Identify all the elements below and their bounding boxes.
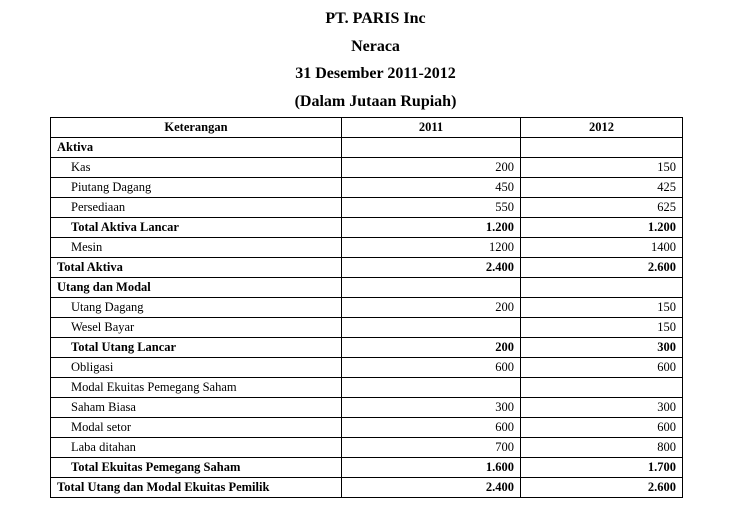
row-label: Total Utang dan Modal Ekuitas Pemilik: [51, 478, 342, 498]
value-2012: 600: [521, 418, 683, 438]
value-2011: 200: [342, 338, 521, 358]
table-header-row: [51, 118, 683, 138]
row-label: Total Ekuitas Pemegang Saham: [51, 458, 342, 478]
value-2012: 1.200: [521, 218, 683, 238]
value-2012: 600: [521, 358, 683, 378]
table-row: [51, 178, 683, 198]
column-header-keterangan: Keterangan: [51, 118, 342, 138]
table-row: [51, 438, 683, 458]
row-label: Utang Dagang: [51, 298, 342, 318]
table-row: [51, 418, 683, 438]
table-row: [51, 398, 683, 418]
row-label: Total Aktiva: [51, 258, 342, 278]
value-2011: 300: [342, 398, 521, 418]
row-label: Laba ditahan: [51, 438, 342, 458]
report-title: Neraca: [351, 37, 400, 55]
value-2011: 700: [342, 438, 521, 458]
table-row: [51, 298, 683, 318]
row-label: Persediaan: [51, 198, 342, 218]
value-2011: 200: [342, 158, 521, 178]
table-row: [51, 278, 683, 298]
value-2012: 300: [521, 338, 683, 358]
value-2011: 2.400: [342, 478, 521, 498]
table-row: [51, 198, 683, 218]
row-label: Total Aktiva Lancar: [51, 218, 342, 238]
table-row: [51, 458, 683, 478]
value-2012: 800: [521, 438, 683, 458]
row-label: Total Utang Lancar: [51, 338, 342, 358]
value-2012: 625: [521, 198, 683, 218]
table-row: [51, 338, 683, 358]
value-2011: [342, 278, 521, 298]
row-label: Mesin: [51, 238, 342, 258]
row-label: Wesel Bayar: [51, 318, 342, 338]
value-2011: 1.200: [342, 218, 521, 238]
value-2012: 150: [521, 318, 683, 338]
row-label: Obligasi: [51, 358, 342, 378]
row-label: Modal Ekuitas Pemegang Saham: [51, 378, 342, 398]
value-2011: 600: [342, 418, 521, 438]
table-row: [51, 158, 683, 178]
balance-sheet-table: [50, 117, 683, 498]
value-2012: 150: [521, 158, 683, 178]
value-2012: 1.700: [521, 458, 683, 478]
table-row: [51, 218, 683, 238]
value-2011: 1200: [342, 238, 521, 258]
row-label: Saham Biasa: [51, 398, 342, 418]
table-row: [51, 138, 683, 158]
value-2012: [521, 138, 683, 158]
value-2012: 2.600: [521, 258, 683, 278]
value-2012: [521, 278, 683, 298]
row-label: Piutang Dagang: [51, 178, 342, 198]
value-2011: 2.400: [342, 258, 521, 278]
row-label: Kas: [51, 158, 342, 178]
value-2012: 150: [521, 298, 683, 318]
value-2011: [342, 378, 521, 398]
table-body: [51, 138, 683, 498]
value-2012: 2.600: [521, 478, 683, 498]
value-2012: [521, 378, 683, 398]
value-2011: [342, 138, 521, 158]
report-header: [0, 5, 751, 115]
table-row: [51, 478, 683, 498]
value-2011: [342, 318, 521, 338]
table-row: [51, 258, 683, 278]
row-label: Utang dan Modal: [51, 278, 342, 298]
table-row: [51, 238, 683, 258]
table-row: [51, 358, 683, 378]
table-row: [51, 378, 683, 398]
value-2011: 600: [342, 358, 521, 378]
row-label: Modal setor: [51, 418, 342, 438]
value-2011: 200: [342, 298, 521, 318]
row-label: Aktiva: [51, 138, 342, 158]
value-2011: 450: [342, 178, 521, 198]
company-name: PT. PARIS Inc: [325, 10, 426, 27]
report-period: 31 Desember 2011-2012: [295, 65, 456, 83]
value-2011: 1.600: [342, 458, 521, 478]
report-unit: (Dalam Jutaan Rupiah): [294, 92, 457, 110]
value-2012: 425: [521, 178, 683, 198]
column-header-2011: 2011: [342, 118, 521, 138]
table-row: [51, 318, 683, 338]
column-header-2012: 2012: [521, 118, 683, 138]
value-2012: 1400: [521, 238, 683, 258]
value-2012: 300: [521, 398, 683, 418]
value-2011: 550: [342, 198, 521, 218]
